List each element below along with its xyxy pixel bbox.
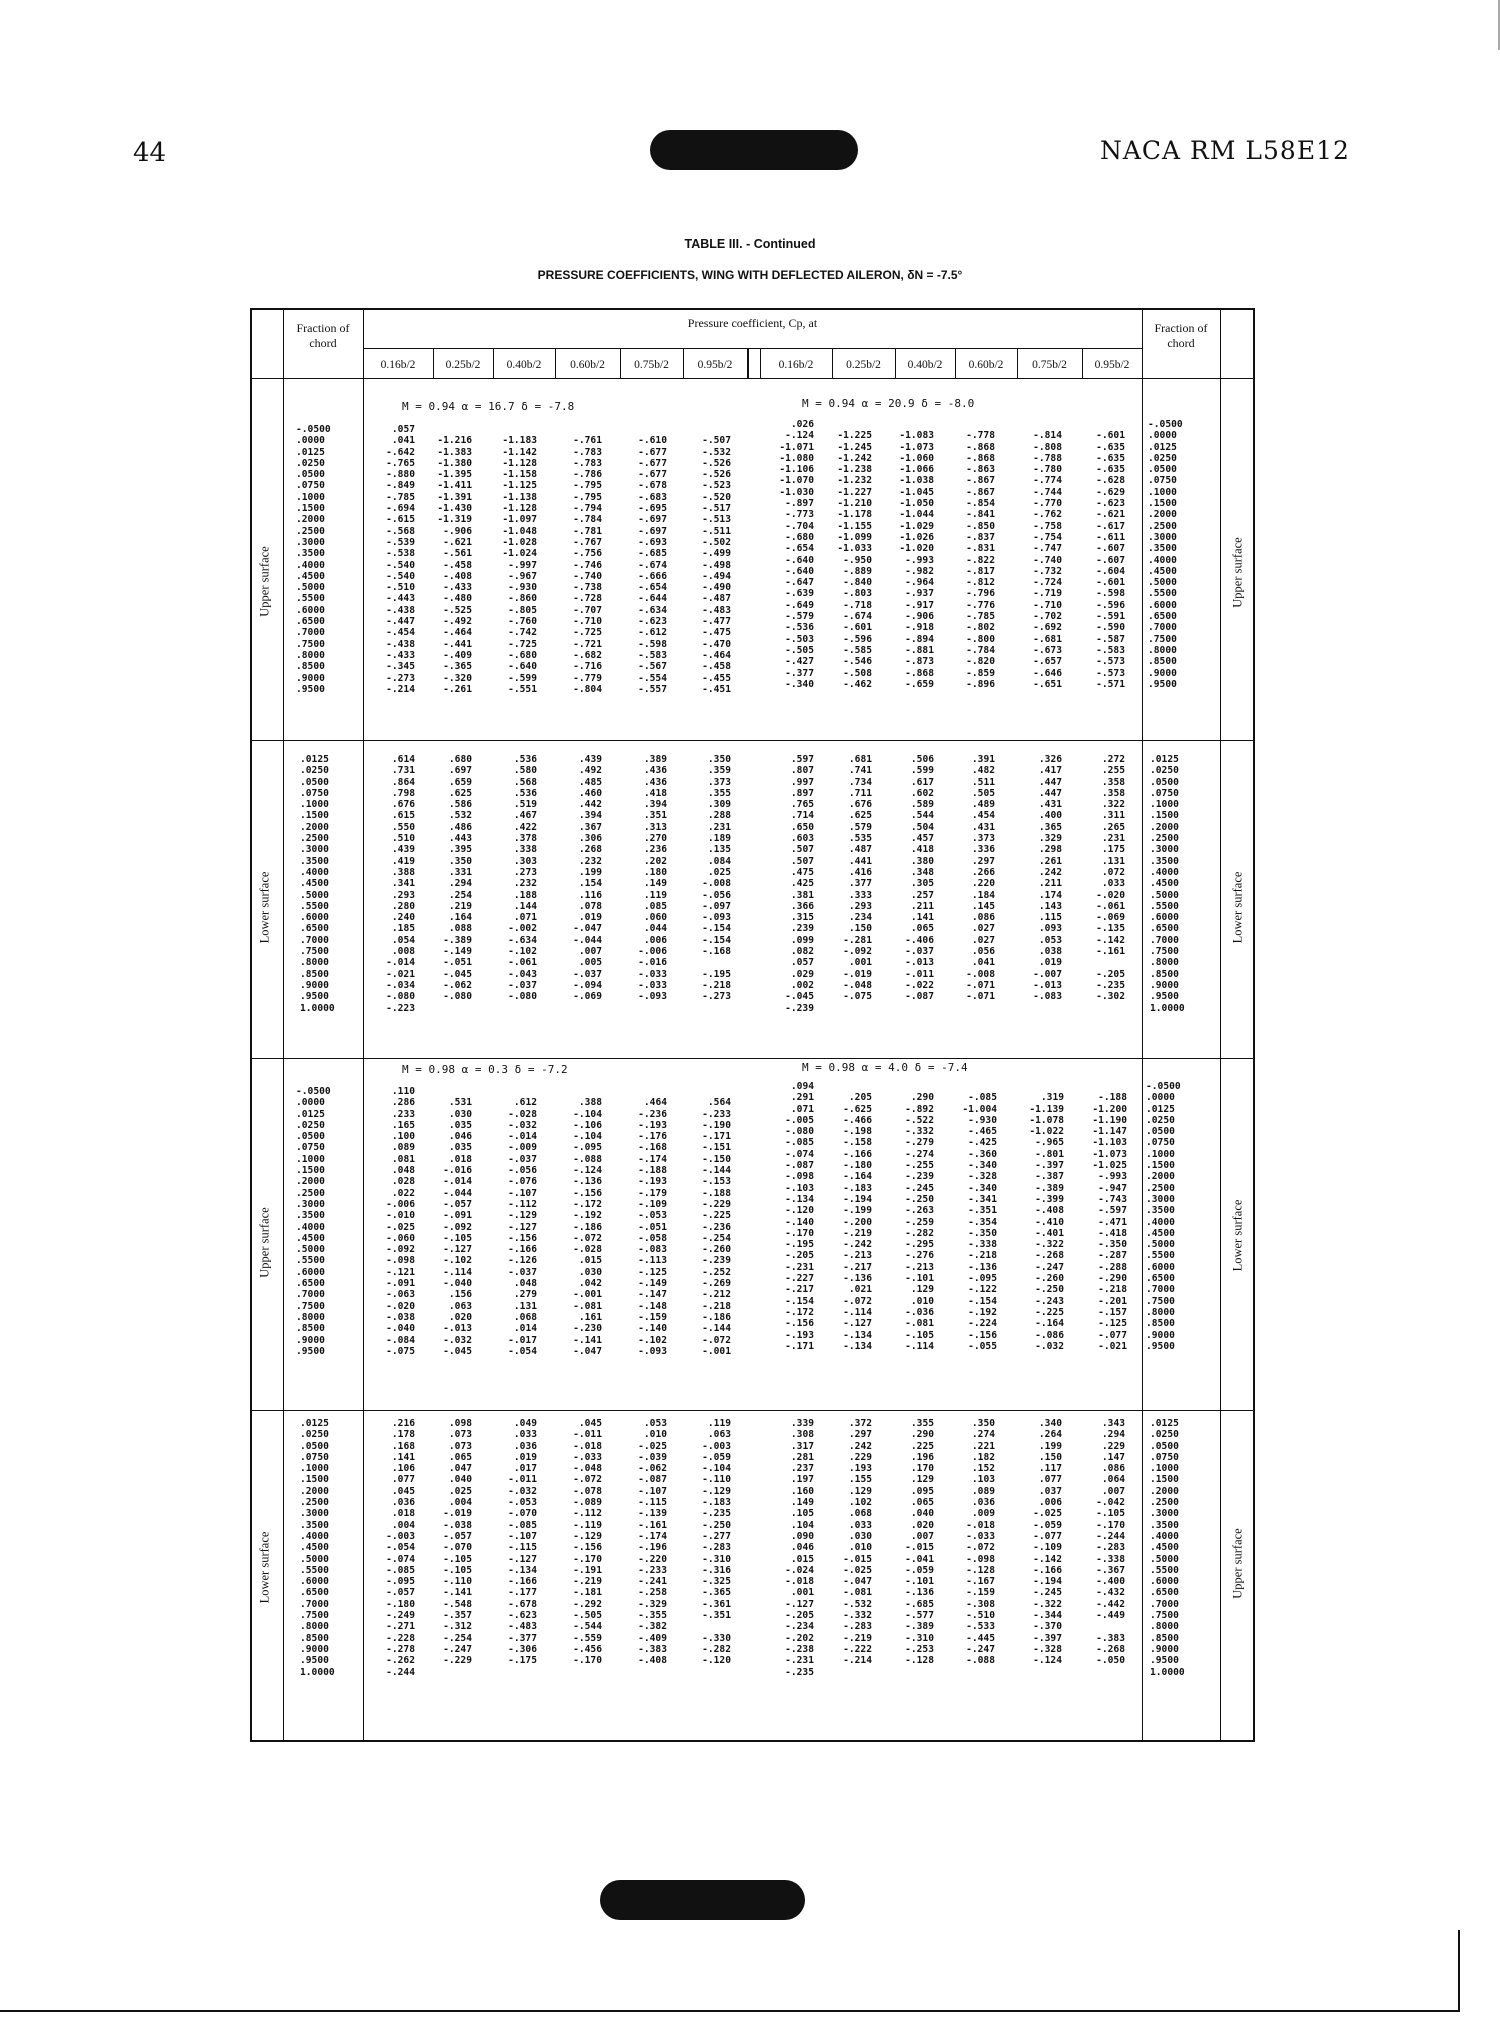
data-column: .216 .178 .168 .141 .106 .077 .045 .036 .018 .004 -.003 -.054 -.074 -.085 -.095 -.057 -.180 -.249 -.271 -.228 -.278 -.262 -.244 [386,1418,415,1678]
grid-line [1220,308,1221,1742]
data-column: .339 .308 .317 .281 .237 .197 .160 .149 .105 .104 .090 .046 .015 -.024 -.018 .001 -.127 -.205 -.234 -.202 -.238 -.231 -.235 [785,1418,814,1678]
data-column: -1.216 -1.383 -1.380 -1.395 -1.411 -1.391 -1.430 -1.319 -.906 -.621 -.561 -.458 -.408 -.433 -.480 -.525 -.492 -.464 -.441 -.409 -.365 -.320 -.261 [437,435,472,695]
data-column: .343 .294 .229 .147 .086 .064 .007 -.042 -.105 -.170 -.244 -.283 -.338 -.367 -.400 -.432 -.442 -.449 -.383 -.268 -.050 [1096,1418,1125,1667]
data-column: -.610 -.677 -.677 -.677 -.678 -.683 -.695 -.697 -.697 -.693 -.685 -.674 -.666 -.654 -.644 -.634 -.623 -.612 -.598 -.583 -.567 -.554 -.557 [638,435,667,695]
data-column: .681 .741 .734 .711 .676 .625 .579 .535 .487 .441 .416 .377 .333 .293 .234 .150 -.281 -.092 .001 -.019 -.048 -.075 [843,754,872,1003]
data-column: .536 .580 .568 .536 .519 .467 .422 .378 .338 .303 .273 .232 .188 .144 .071 -.002 -.634 -.102 -.061 -.043 -.037 -.080 [508,754,537,1003]
grid-line [250,1058,1255,1059]
surface-label: Lower surface [257,1531,272,1604]
fraction-header-left: Fraction of chord [296,321,350,350]
surface-label: Upper surface [257,546,272,617]
data-column: .057 .041 -.642 -.765 -.880 -.849 -.785 -.694 -.615 -.568 -.539 -.538 -.540 -.540 -.510 -.443 -.438 -.447 -.454 -.438 -.433 -.345 -.273 -.214 [386,424,415,695]
data-column: .439 .492 .485 .460 .442 .394 .367 .306 .268 .232 .199 .154 .116 .078 .019 -.047 -.044 .007 .005 -.037 -.094 -.069 [573,754,602,1003]
page-bottom-rule [0,2010,1460,2012]
data-column: .388 -.104 -.106 -.104 -.095 -.088 -.124 -.136 -.156 -.172 -.192 -.186 -.072 -.028 .015 .030 .042 -.001 -.081 .161 -.230 -.141 -.047 [573,1097,602,1357]
fraction-column: .0125 .0250 .0500 .0750 .1000 .1500 .2000 .2500 .3000 .3500 .4000 .4500 .5000 .5500 .6000 .6500 .7000 .7500 .8000 .8500 .9000 .9500 1.0000 [300,754,335,1014]
data-column: .372 .297 .242 .229 .193 .155 .129 .102 .068 .033 .030 .010 -.015 -.025 -.047 -.081 -.532 -.332 -.283 -.219 -.222 -.214 [843,1418,872,1667]
data-column: -.507 -.532 -.526 -.526 -.523 -.520 -.517 -.513 -.511 -.502 -.499 -.498 -.494 -.490 -.487 -.483 -.477 -.475 -.470 -.464 -.458 -.455 -.451 [702,435,731,695]
data-column: .355 .290 .225 .196 .170 .129 .095 .065 .040 .020 .007 -.015 -.041 -.059 -.101 -.136 -.685 -.577 -.389 -.310 -.253 -.128 [905,1418,934,1667]
report-id: NACA RM L58E12 [1100,136,1350,165]
page-number: 44 [133,138,167,168]
grid-line [747,348,749,378]
data-column: .391 .482 .511 .505 .489 .454 .431 .373 .336 .297 .266 .220 .184 .145 .086 .027 .027 .056 .041 -.008 -.071 -.071 [966,754,995,1003]
grid-line [363,348,1142,349]
data-column: -1.225 -1.245 -1.242 -1.238 -1.232 -1.227 -1.210 -1.178 -1.155 -1.099 -1.033 -.950 -.889 -.840 -.803 -.718 -.674 -.601 -.596 -.585 -.546 -.508 -.462 [837,430,872,690]
data-column: .340 .264 .199 .150 .117 .077 .037 .006 -.025 -.059 -.077 -.109 -.142 -.166 -.194 -.245 -.322 -.344 -.370 -.397 -.328 -.124 [1033,1418,1062,1667]
surface-label: Lower surface [257,871,272,944]
surface-label: Lower surface [1230,871,1245,944]
column-header: 0.25b/2 [445,359,481,371]
data-column: -.188 -1.200 -1.190 -1.147 -1.103 -1.073 -1.025 -.993 -.947 -.743 -.597 -.471 -.418 -.350 -.287 -.288 -.290 -.218 -.201 -.157 -.125 -.077 -.021 [1092,1092,1127,1352]
fraction-header-right: Fraction of chord [1154,321,1208,350]
column-header: 0.75b/2 [1032,359,1067,371]
condition-label: M = 0.94 α = 20.9 δ = -8.0 [802,397,975,410]
column-header: 0.40b/2 [907,359,943,371]
column-header: 0.60b/2 [968,359,1004,371]
surface-label: Upper surface [1230,1528,1245,1599]
column-header: 0.40b/2 [506,359,542,371]
condition-label: M = 0.98 α = 0.3 δ = -7.2 [402,1063,568,1076]
data-column: .053 .010 -.025 -.039 -.062 -.087 -.107 -.115 -.139 -.161 -.174 -.196 -.220 -.233 -.241 -.258 -.329 -.355 -.382 -.409 -.383 -.408 [638,1418,667,1667]
data-column: .094 .291 .071 -.005 -.080 -.085 -.074 -.087 -.098 -.103 -.134 -.120 -.140 -.170 -.195 -.205 -.231 -.227 -.217 -.154 -.172 -.156 -.193 -.171 [785,1081,814,1352]
page-corner-rule [1458,1930,1460,2012]
grid-line [250,378,1255,379]
data-column: .614 .731 .864 .798 .676 .615 .550 .510 .439 .419 .388 .341 .293 .280 .240 .185 .054 .008 -.014 -.021 -.034 -.080 -.223 [386,754,415,1014]
data-column: .464 -.236 -.193 -.176 -.168 -.174 -.188 -.193 -.179 -.109 -.053 -.051 -.058 -.083 -.113 -.125 -.149 -.147 -.148 -.159 -.140 -.102 -.093 [638,1097,667,1357]
data-column: .045 -.011 -.018 -.033 -.048 -.072 -.078 -.089 -.112 -.119 -.129 -.156 -.170 -.191 -.219 -.181 -.292 -.505 -.544 -.559 -.456 -.170 [573,1418,602,1667]
data-column: .290 -.892 -.522 -.332 -.279 -.274 -.255 -.239 -.245 -.250 -.263 -.259 -.282 -.295 -.276 -.213 -.101 .129 .010 -.036 -.081 -.105 -.114 [905,1092,934,1352]
data-column: .389 .436 .436 .418 .394 .351 .313 .270 .236 .202 .180 .149 .119 .085 .060 .044 .006 -.006 -.016 -.033 -.033 -.093 [638,754,667,1003]
pressure-header: Pressure coefficient, Cp, at [687,316,818,330]
data-column: .680 .697 .659 .625 .586 .532 .486 .443 .395 .350 .331 .294 .254 .219 .164 .088 -.389 -.149 -.051 -.045 -.062 -.080 [443,754,472,1003]
data-column: -.778 -.868 -.868 -.863 -.867 -.867 -.854 -.841 -.850 -.837 -.831 -.822 -.817 -.812 -.796 -.776 -.785 -.802 -.800 -.784 -.820 -.859 -.896 [966,430,995,690]
fraction-column: -.0500 .0000 .0125 .0250 .0500 .0750 .1000 .1500 .2000 .2500 .3000 .3500 .4000 .4500 .5000 .5500 .6000 .6500 .7000 .7500 .8000 .8500 .9000 .9500 [1146,1081,1181,1352]
column-header: 0.95b/2 [1094,359,1130,371]
data-column: .350 .359 .373 .355 .309 .288 .231 .189 .135 .084 .025 -.008 -.056 -.097 -.093 -.154 -.154 -.168 -.195 -.218 -.273 [702,754,731,1003]
data-column: .205 -.625 -.466 -.198 -.158 -.166 -.180 -.164 -.183 -.194 -.199 -.200 -.219 -.242 -.213 -.217 -.136 .021 -.072 -.114 -.127 -.134 -.134 [843,1092,872,1352]
data-column: .326 .417 .447 .447 .431 .400 .365 .329 .298 .261 .242 .211 .174 .143 .115 .093 .053 .038 .019 -.007 -.013 -.083 [1033,754,1062,1003]
grid-line [250,1410,1255,1411]
data-column: -.085 -1.004 -.930 -.465 -.425 -.360 -.340 -.328 -.340 -.341 -.351 -.354 -.350 -.338 -.218 -.136 -.095 -.122 -.154 -.192 -.224 -.156 -.055 [962,1092,997,1352]
data-column: .597 .807 .997 .897 .765 .714 .650 .603 .507 .507 .475 .425 .381 .366 .315 .239 .099 .082 .057 .029 .002 -.045 -.239 [785,754,814,1014]
column-header: 0.95b/2 [697,359,733,371]
column-header: 0.75b/2 [634,359,669,371]
data-column: .026 -.124 -1.071 -1.080 -1.106 -1.070 -1.030 -.897 -.773 -.704 -.680 -.654 -.640 -.640 -.647 -.639 -.649 -.579 -.536 -.503 -.505 -.427 -.377 -.340 [779,419,814,690]
column-header: 0.25b/2 [846,359,881,371]
condition-label: M = 0.98 α = 4.0 δ = -7.4 [802,1061,968,1074]
grid-line [250,740,1255,741]
data-column: .119 .063 -.003 -.059 -.104 -.110 -.129 -.183 -.235 -.250 -.277 -.283 -.310 -.316 -.325 -.365 -.361 -.351 -.330 -.282 -.120 [702,1418,731,1667]
data-column: -1.083 -1.073 -1.060 -1.066 -1.038 -1.045 -1.050 -1.044 -1.029 -1.026 -1.020 -.993 -.982 -.964 -.937 -.917 -.906 -.918 -.894 -.881 -.873 -.868 -.659 [899,430,934,690]
grid-line [1142,308,1143,1742]
data-column: .350 .274 .221 .182 .152 .103 .089 .036 .009 -.018 -.033 -.072 -.098 -.128 -.167 -.159 -.308 -.510 -.533 -.445 -.247 -.088 [966,1418,995,1667]
data-column: .272 .255 .358 .358 .322 .311 .265 .231 .175 .131 .072 .033 -.020 -.061 -.069 -.135 -.142 -.161 -.205 -.235 -.302 [1096,754,1125,1003]
fraction-column: .0125 .0250 .0500 .0750 .1000 .1500 .2000 .2500 .3000 .3500 .4000 .4500 .5000 .5500 .6000 .6500 .7000 .7500 .8000 .8500 .9000 .9500 1.0000 [1150,1418,1185,1678]
fraction-column: -.0500 .0000 .0125 .0250 .0500 .0750 .1000 .1500 .2000 .2500 .3000 .3500 .4000 .4500 .5000 .5500 .6000 .6500 .7000 .7500 .8000 .8500 .9000 .9500 [296,1086,331,1357]
surface-label: Lower surface [1230,1199,1245,1272]
data-column: .531 .030 .035 .046 .035 .018 -.016 -.014 -.044 -.057 -.091 -.092 -.105 -.127 -.102 -.114 -.040 .156 .063 .020 -.013 -.032 -.045 [443,1097,472,1357]
data-column: .049 .033 .036 .019 .017 -.011 -.032 -.053 -.070 -.085 -.107 -.115 -.127 -.134 -.166 -.177 -.678 -.623 -.483 -.377 -.306 -.175 [508,1418,537,1667]
table-title: TABLE III. - Continued [684,237,816,251]
surface-label: Upper surface [257,1207,272,1278]
column-header: 0.16b/2 [380,359,416,371]
data-column: -.601 -.635 -.635 -.635 -.628 -.629 -.623 -.621 -.617 -.611 -.607 -.607 -.604 -.601 -.598 -.596 -.591 -.590 -.587 -.583 -.573 -.573 -.571 [1096,430,1125,690]
data-column: .098 .073 .073 .065 .047 .040 .025 .004 -.019 -.038 -.057 -.070 -.105 -.105 -.110 -.141 -.548 -.357 -.312 -.254 -.247 -.229 [443,1418,472,1667]
fraction-column: .0125 .0250 .0500 .0750 .1000 .1500 .2000 .2500 .3000 .3500 .4000 .4500 .5000 .5500 .6000 .6500 .7000 .7500 .8000 .8500 .9000 .9500 1.0000 [300,1418,335,1678]
surface-label: Upper surface [1230,537,1245,608]
data-column: -1.183 -1.142 -1.128 -1.158 -1.125 -1.138 -1.128 -1.097 -1.048 -1.028 -1.024 -.997 -.967 -.930 -.860 -.805 -.760 -.742 -.725 -.680 -.640 -.599 -.551 [502,435,537,695]
data-column: -.761 -.783 -.783 -.786 -.795 -.795 -.794 -.784 -.781 -.767 -.756 -.746 -.740 -.738 -.728 -.707 -.710 -.725 -.721 -.682 -.716 -.779 -.804 [573,435,602,695]
data-column: -.814 -.808 -.788 -.780 -.774 -.744 -.770 -.762 -.758 -.754 -.747 -.740 -.732 -.724 -.719 -.710 -.702 -.692 -.681 -.673 -.657 -.646 -.651 [1033,430,1062,690]
fraction-column: -.0500 .0000 .0125 .0250 .0500 .0750 .1000 .1500 .2000 .2500 .3000 .3500 .4000 .4500 .5000 .5500 .6000 .6500 .7000 .7500 .8000 .8500 .9000 .9500 [1148,419,1183,690]
data-column: .506 .599 .617 .602 .589 .544 .504 .457 .418 .380 .348 .305 .257 .211 .141 .065 -.406 -.037 -.013 -.011 -.022 -.087 [905,754,934,1003]
redaction-mark-bottom [600,1880,805,1920]
data-column: .564 -.233 -.190 -.171 -.151 -.150 -.144 -.153 -.188 -.229 -.225 -.236 -.254 -.260 -.239 -.252 -.269 -.212 -.218 -.186 -.144 -.072 -.001 [702,1097,731,1357]
condition-label: M = 0.94 α = 16.7 δ = -7.8 [402,400,575,413]
table-subtitle: PRESSURE COEFFICIENTS, WING WITH DEFLECTED AILERON, δN = -7.5° [537,268,963,282]
data-column: .612 -.028 -.032 -.014 -.009 -.037 -.056 -.076 -.107 -.112 -.129 -.127 -.156 -.166 -.126 -.037 .048 .279 .131 .068 .014 -.017 -.054 [508,1097,537,1357]
fraction-column: .0125 .0250 .0500 .0750 .1000 .1500 .2000 .2500 .3000 .3500 .4000 .4500 .5000 .5500 .6000 .6500 .7000 .7500 .8000 .8500 .9000 .9500 1.0000 [1150,754,1185,1014]
column-header: 0.60b/2 [570,359,605,371]
redaction-mark-top [650,130,858,170]
fraction-column: -.0500 .0000 .0125 .0250 .0500 .0750 .1000 .1500 .2000 .2500 .3000 .3500 .4000 .4500 .5000 .5500 .6000 .6500 .7000 .7500 .8000 .8500 .9000 .9500 [296,424,331,695]
grid-line [283,308,284,1742]
data-column: .319 -1.139 -1.078 -1.022 -.965 -.801 -.397 -.387 -.389 -.399 -.408 -.410 -.401 -.322 -.268 -.247 -.260 -.250 -.243 -.225 -.164 -.086 -.032 [1029,1092,1064,1352]
column-header: 0.16b/2 [778,359,814,371]
grid-line [363,308,364,1742]
data-column: .110 .286 .233 .165 .100 .089 .081 .048 .028 .022 -.006 -.010 -.025 -.060 -.092 -.098 -.121 -.091 -.063 -.020 -.038 -.040 -.084 -.075 [386,1086,415,1357]
